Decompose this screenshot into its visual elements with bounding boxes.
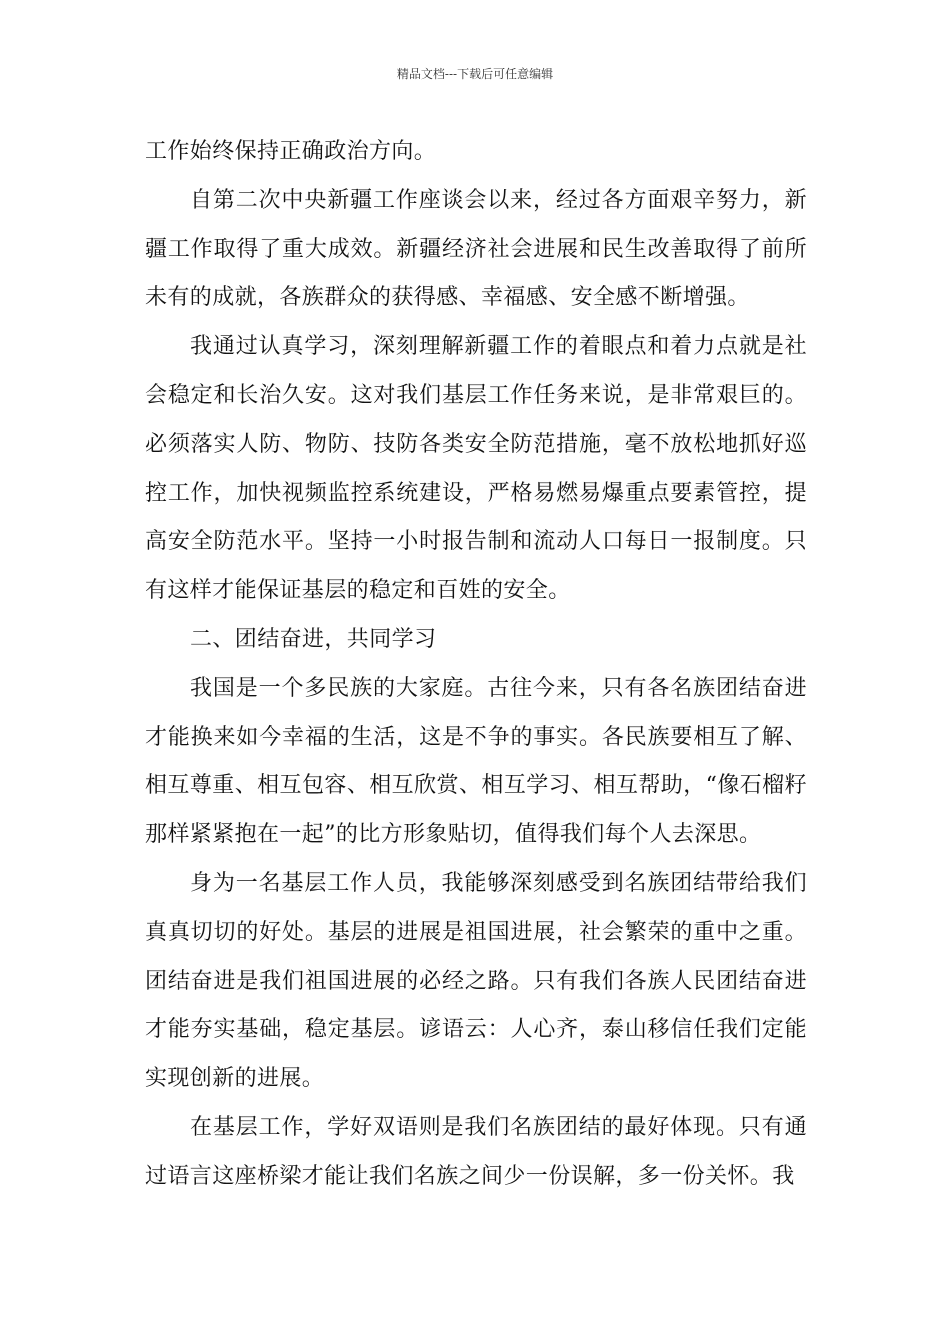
paragraph: 我国是一个多民族的大家庭。古往今来，只有各名族团结奋进才能换来如今幸福的生活，这是不争的事实。各民族要相互了解、相互尊重、相互包容、相互欣赏、相互学习、相互帮助，“像石榴籽那样紧紧抱在一起”的比方形象贴切，值得我们每个人去深思。 [145, 675, 807, 848]
paragraph: 工作始终保持正确政治方向。 [145, 139, 437, 164]
document-body [145, 128, 807, 1202]
paragraph: 自第二次中央新疆工作座谈会以来，经过各方面艰辛努力，新疆工作取得了重大成效。新疆经济社会进展和民生改善取得了前所未有的成就，各族群众的获得感、幸福感、安全感不断增强。 [145, 187, 807, 311]
page-header: 精品文档---下载后可任意编辑 [396, 67, 554, 81]
section-heading: 二、团结奋进，共同学习 [190, 626, 437, 652]
paragraph: 我通过认真学习，深刻理解新疆工作的着眼点和着力点就是社会稳定和长治久安。这对我们基层工作任务来说，是非常艰巨的。必须落实人防、物防、技防各类安全防范措施，毫不放松地抓好巡控工作，加快视频监控系统建设，严格易燃易爆重点要素管控，提高安全防范水平。坚持一小时报告制和流动人口每日一报制度。只有这样才能保证基层的稳定和百姓的安全。 [145, 334, 807, 604]
paragraph: 在基层工作，学好双语则是我们名族团结的最好体现。只有通过语言这座桥梁才能让我们名族之间少一份误解，多一份关怀。我 [145, 1114, 807, 1189]
paragraph: 身为一名基层工作人员，我能够深刻感受到名族团结带给我们真真切切的好处。基层的进展是祖国进展，社会繁荣的重中之重。团结奋进是我们祖国进展的必经之路。只有我们各族人民团结奋进才能夯实基础，稳定基层。谚语云：人心齐，泰山移信任我们定能实现创新的进展。 [145, 870, 807, 1092]
